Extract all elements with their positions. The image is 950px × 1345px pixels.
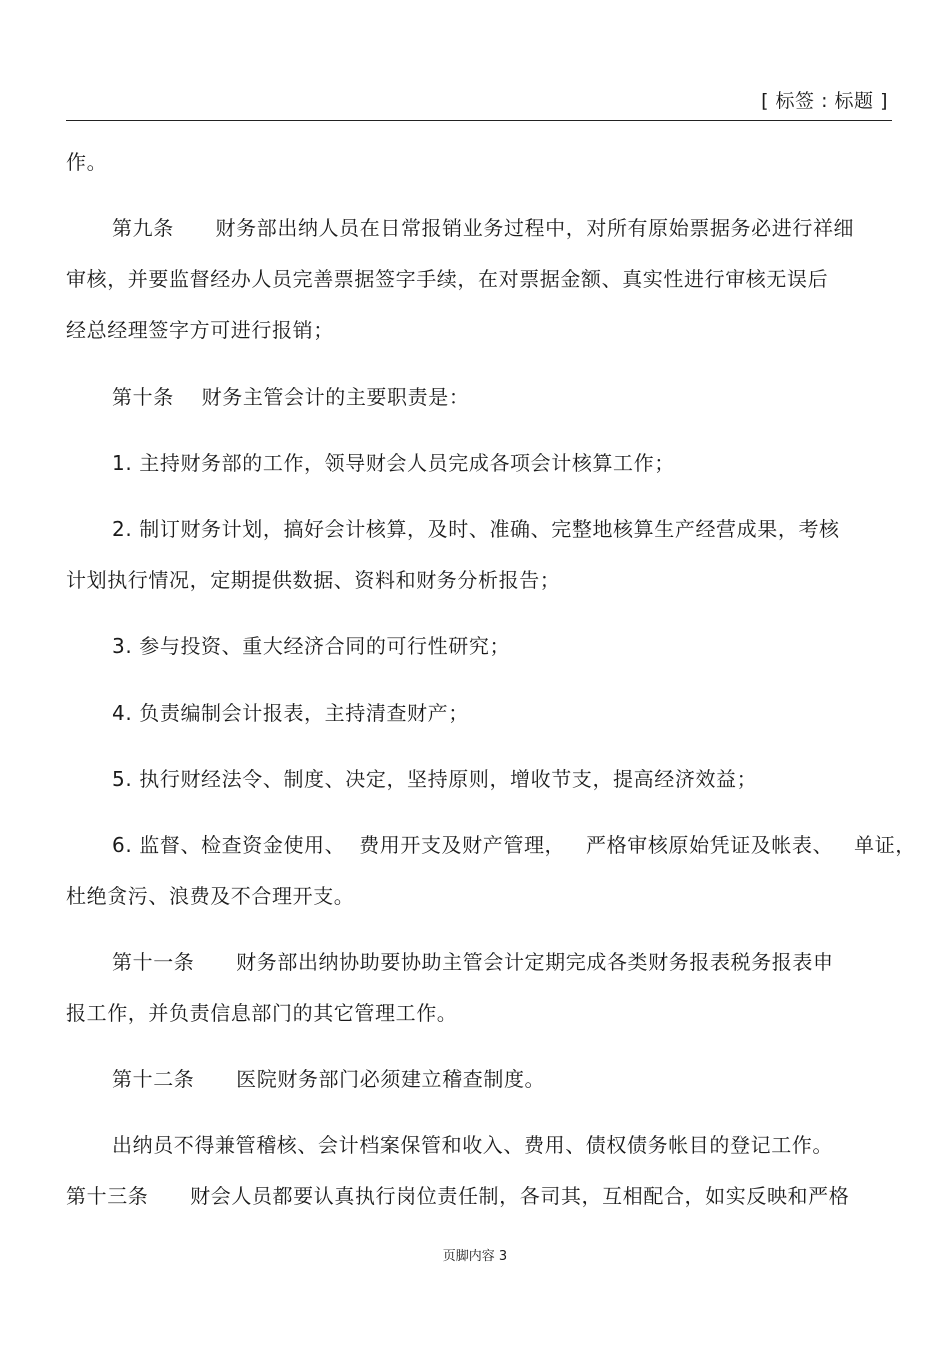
article-9-line: 审核，并要监督经办人员完善票据签字手续，在对票据金额、真实性进行审核无误后 <box>66 267 829 291</box>
duty-item-6-cont: 杜绝贪污、浪费及不合理开支。 <box>66 884 355 908</box>
duty-item-3: 3. 参与投资、重大经济合同的可行性研究； <box>112 634 511 658</box>
duty-item-4: 4. 负责编制会计报表，主持清查财产； <box>112 701 469 725</box>
duty-item-2-cont: 计划执行情况，定期提供数据、资料和财务分析报告； <box>66 568 561 592</box>
body-line: 出纳员不得兼管稽核、会计档案保管和收入、费用、债权债务帐目的登记工作。 <box>112 1133 833 1157</box>
duty-item-1: 1. 主持财务部的工作，领导财会人员完成各项会计核算工作； <box>112 451 675 475</box>
page-footer: 页脚内容 3 <box>442 1249 508 1264</box>
duty-item-6: 6. 监督、检查资金使用、 费用开支及财产管理， 严格审核原始凭证及帐表、 单证， <box>112 833 916 857</box>
duty-item-5: 5. 执行财经法令、制度、决定，坚持原则，增收节支，提高经济效益； <box>112 767 758 791</box>
article-11-line: 第十一条 财务部出纳协助要协助主管会计定期完成各类财务报表税务报表申 <box>112 950 834 974</box>
article-12-line: 第十二条 医院财务部门必须建立稽查制度。 <box>112 1067 546 1091</box>
article-13-line: 第十三条 财会人员都要认真执行岗位责任制，各司其，互相配合，如实反映和严格 <box>66 1184 850 1208</box>
body-line: 作。 <box>66 150 108 174</box>
header-divider <box>66 120 892 121</box>
article-11-line: 报工作，并负责信息部门的其它管理工作。 <box>66 1001 458 1025</box>
article-9-line: 第九条 财务部出纳人员在日常报销业务过程中，对所有原始票据务必进行祥细 <box>112 216 855 240</box>
article-9-line: 经总经理签字方可进行报销； <box>66 318 334 342</box>
article-10-heading: 第十条 财务主管会计的主要职责是： <box>112 385 470 409</box>
duty-item-2: 2. 制订财务计划，搞好会计核算，及时、准确、完整地核算生产经营成果，考核 <box>112 517 840 541</box>
header-tag: [ 标签 : 标题 ] <box>761 90 888 112</box>
